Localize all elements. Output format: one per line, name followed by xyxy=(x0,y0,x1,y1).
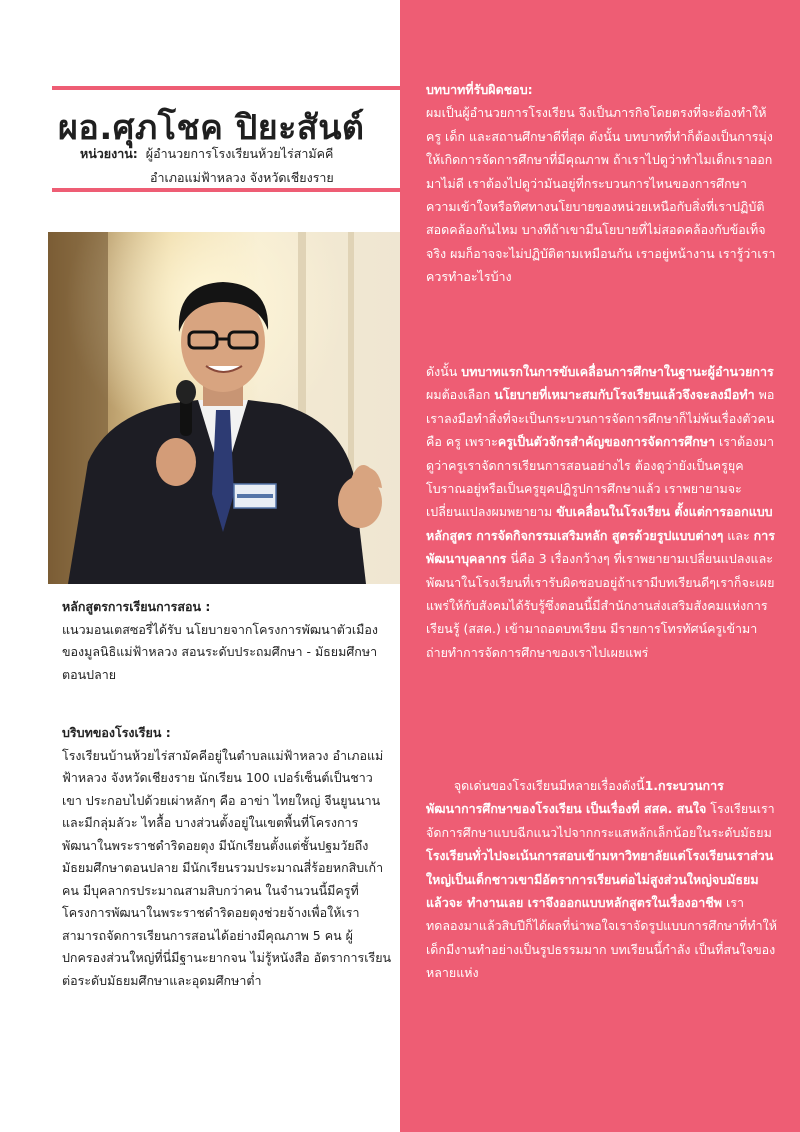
p3-text-2: โรงเรียนเราจัดการศึกษาแบบฉีกแนวไปจากกระแสหลักเล็กน้อยในระดับมัธยม xyxy=(426,801,776,840)
p2-bold-4: ขับเคลื่อนในโรงเรียน ตั้งแต่การออกแบบหลักสูตร การจัดกิจกรรมเสริมหลัก สูตรด้วยรูปแบบต่างๆ xyxy=(426,504,773,543)
curriculum-section xyxy=(62,596,392,686)
top-accent-line xyxy=(52,86,410,90)
p3-text-3: เราทดลองมาแล้วสิบปีก็ได้ผลที่น่าพอใจเราจัดรูปแบบการศึกษาที่ทำให้เด็กมีงานทำอย่างเป็นรูปธรรมมาก บทเรียนนี้กำลัง เป็นที่สนใจของหลายแห่ง xyxy=(426,895,777,981)
curriculum-heading: หลักสูตรการเรียนการสอน : xyxy=(62,599,211,614)
p2-bold-5: การพัฒนาบุคลากร xyxy=(426,527,775,567)
agency-block xyxy=(80,142,334,190)
context-section xyxy=(62,722,392,992)
p2-bold-3: ครูเป็นตัวจักรสำคัญของการจัดการศึกษา xyxy=(497,434,716,450)
p2-text-3: พอเราลงมือทำสิ่งที่จะเป็นกระบวนการจัดการศึกษาก็ไม่พ้นเรื่องตัวคนคือ ครู เพราะ xyxy=(426,387,775,450)
p3-text-1: จุดเด่นของโรงเรียนมีหลายเรื่องดังนี้ xyxy=(426,778,645,793)
p2-text-6: นี่คือ 3 เรื่องกว้างๆ ที่เราพยายามเปลี่ยนแปลงและพัฒนาในโรงเรียนที่เรารับผิดชอบอยู่ถ้าเรามีบทเรียนดีๆเราก็จะเผยแพร่ให้กับสังคมได้รับรู้ซึ่งตอนนี้มีสำนักงานส่งเสริมสังคมแห่งการเรียนรู้ (สสค.) เข้ามาถอดบทเรียน มีรายการโทรทัศน์ครูเข้ามาถ่ายทำการจัดการศึกษาของเราไปเผยแพร่ xyxy=(426,551,775,660)
bottom-accent-line xyxy=(52,188,410,192)
p3-bold-2: โรงเรียนทั่วไปจะเน้นการสอบเข้ามหาวิทยาลัยแต่โรงเรียนเราส่วนใหญ่เป็นเด็กชาวเขามีอัตราการเรียนต่อไม่สูงส่วนใหญ่จบมัธยมแล้วจะ ทำงานเลย เราจึงออกแบบหลักสูตรในเรื่องอาชีพ xyxy=(426,848,774,911)
p2-text-1: ดังนั้น xyxy=(426,364,462,379)
paragraph-highlights xyxy=(426,774,778,985)
curriculum-body: แนวมอนเตสซอรี่ได้รับ นโยบายจากโครงการพัฒนาตัวเมืองของมูลนิธิแม่ฟ้าหลวง สอนระดับประถมศึกษา - มัธยมศึกษาตอนปลาย xyxy=(62,621,378,682)
p2-text-4: เราต้องมาดูว่าครูเราจัดการเรียนการสอนอย่างไร ต้องดูว่ายังเป็นครูยุคโบราณอยู่หรือเป็นครูยุคปฏิรูปการศึกษาแล้ว เราพยายามจะเปลี่ยนแปลงผมพยายาม xyxy=(426,434,775,520)
agency-label: หน่วยงาน: xyxy=(80,146,138,161)
paragraph-responsibilities xyxy=(426,360,778,664)
agency-line-1: ผู้อำนวยการโรงเรียนห้วยไร่สามัคคี xyxy=(145,146,334,161)
agency-line-2: อำเภอแม่ฟ้าหลวง จังหวัดเชียงราย xyxy=(150,170,334,185)
context-heading: บริบทของโรงเรียน : xyxy=(62,725,171,740)
role-body: ผมเป็นผู้อำนวยการโรงเรียน จึงเป็นภารกิจโดยตรงที่จะต้องทำให้ครู เด็ก และสถานศึกษาดีที่สุด ดังนั้น บทบาทที่ทำก็ต้องเป็นการมุ่งให้เกิดการจัดการศึกษาที่มีคุณภาพ ถ้าเราไปดูว่าทำไมเด็กเราออกมาไม่ดี เราต้องไปดูว่ามันอยู่ที่กระบวนการไหนของการศึกษา ความเข้าใจหรือทิศทางนโยบายของหน่วยเหนือกับสิ่งที่เราปฏิบัติสอดคล้องกันไหม บางทีถ้าเขามีนโยบายที่ไม่สอดคล้องกับข้อเท็จจริง ผมก็อาจจะไม่ปฏิบัติตามเหมือนกัน เราอยู่หน้างาน เรารู้ว่าเราควรทำอะไรบ้าง xyxy=(426,105,776,285)
role-section xyxy=(426,78,778,289)
portrait-photo xyxy=(48,232,400,584)
p2-text-5: และ xyxy=(723,527,754,543)
context-body: โรงเรียนบ้านห้วยไร่สามัคคีอยู่ในตำบลแม่ฟ้าหลวง อำเภอแม่ฟ้าหลวง จังหวัดเชียงราย นักเรียน 100 เปอร์เซ็นต์เป็นชาวเขา ประกอบไปด้วยเผ่าหลักๆ คือ อาข่า ไทยใหญ่ จีนยูนนาน และมีกลุ่มลัวะ ไทลื้อ บางส่วนตั้งอยู่ในเขตพื้นที่โครงการพัฒนาในพระราชดำริดอยตุง มีนักเรียนตั้งแต่ชั้นปฐมวัยถึงมัธยมศึกษาตอนปลาย มีนักเรียนรวมประมาณสี่ร้อยหกสิบเก้าคน มีบุคลากรประมาณสามสิบกว่าคน ในจำนวนนี้มีครูที่โครงการพัฒนาในพระราชดำริดอยตุงช่วยจ้างเพื่อให้เราสามารถจัดการเรียนการสอนได้อย่างมีคุณภาพ 5 คน ผู้ปกครองส่วนใหญ่ที่นี่มีฐานะยากจน ไม่รู้หนังสือ อัตราการเรียนต่อระดับมัธยมศึกษาและอุดมศึกษาต่ำ xyxy=(62,747,392,988)
p2-bold-1: บทบาทแรกในการขับเคลื่อนการศึกษาในฐานะผู้อำนวยการ xyxy=(461,364,774,379)
p3-bold-1: 1.กระบวนการพัฒนาการศึกษาของโรงเรียน เป็นเรื่องที่ สสค. สนใจ xyxy=(426,778,724,817)
p2-bold-2: นโยบายที่เหมาะสมกับโรงเรียนแล้วจึงจะลงมือทำ xyxy=(494,387,755,403)
role-heading: บทบาทที่รับผิดชอบ: xyxy=(426,82,533,97)
p2-text-2: ผมต้องเลือก xyxy=(426,387,495,403)
page-title: ผอ.ศุภโชค ปิยะสันต์ xyxy=(58,108,365,148)
